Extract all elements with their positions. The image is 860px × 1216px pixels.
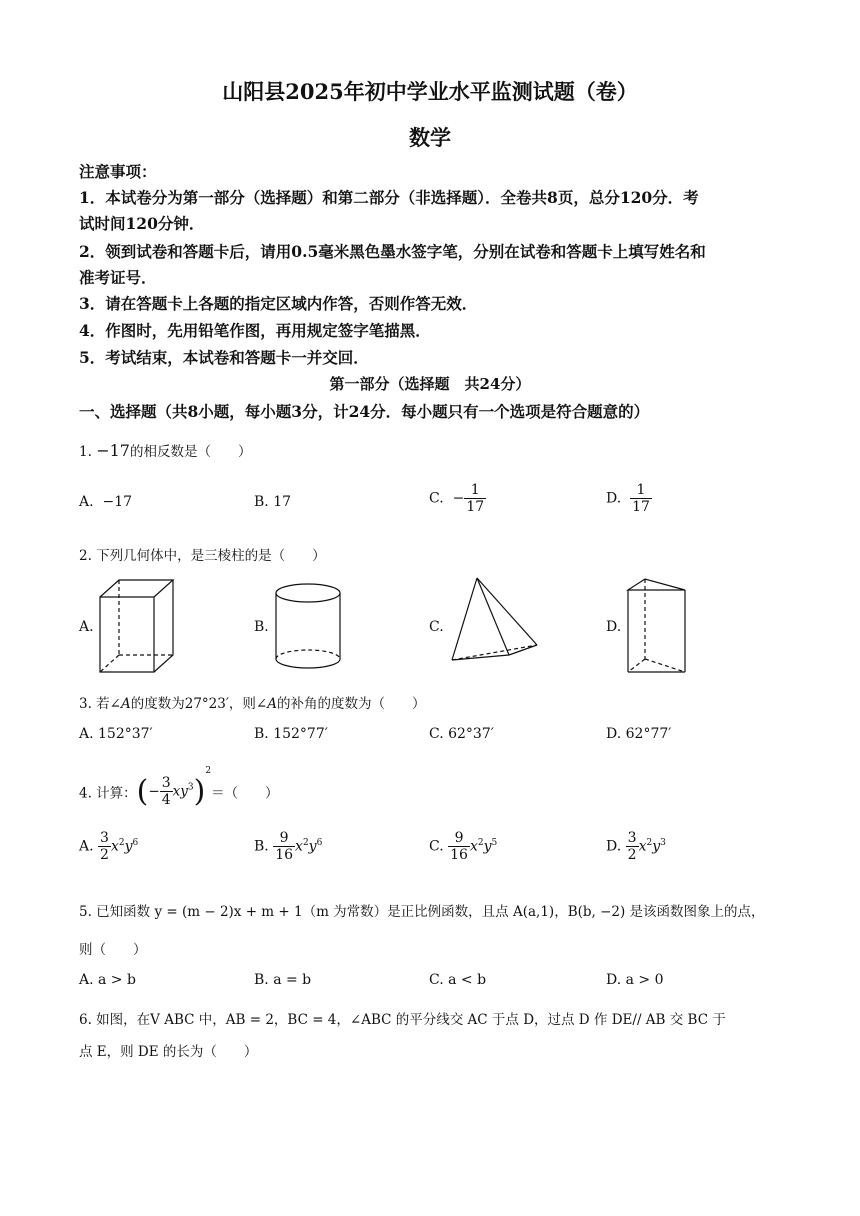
option-label: D.	[606, 490, 622, 507]
question-5: 5. 已知函数 y = (m − 2)x + m + 1（m 为常数）是正比例函数，且点 A(a,1)，B(b, −2) 是该函数图象上的点，	[79, 904, 765, 920]
note-line: 1．本试卷分为第一部分（选择题）和第二部分（非选择题）．全卷共8页，总分120分．考	[79, 188, 699, 207]
question-5-cont: 则（ ）	[79, 942, 147, 958]
option-d[interactable]: D. a > 0	[606, 972, 664, 988]
pyramid-icon	[447, 575, 541, 665]
option-b[interactable]: B. 17	[254, 494, 292, 510]
option-d[interactable]: D. 62°77′	[606, 726, 672, 742]
note-line: 试时间120分钟．	[79, 214, 205, 233]
question-2: 2. 下列几何体中，是三棱柱的是（ ）	[79, 548, 326, 564]
option-value: −17	[102, 494, 133, 510]
cylinder-icon	[272, 581, 344, 673]
fraction: $\frac{1}{17}$	[466, 482, 485, 516]
option-d[interactable]: D. $\frac{3}{2}$ $x^2y^3$	[606, 830, 666, 864]
option-a[interactable]: A. $\frac{3}{2}$ $x^2y^6$	[79, 830, 139, 864]
section-heading: 一、选择题（共8小题，每小题3分，计24分．每小题只有一个选项是符合题意的）	[79, 402, 650, 421]
question-1	[79, 440, 251, 460]
option-c[interactable]: C. $\frac{9}{16}$ $x^2y^5$	[429, 830, 498, 864]
subject-title: 数学	[409, 125, 451, 150]
question-stem: 的相反数是（ ）	[129, 444, 252, 460]
option-c[interactable]: C. a < b	[429, 972, 487, 988]
note-line: 3．请在答题卡上各题的指定区域内作答，否则作答无效．	[79, 294, 478, 313]
cube-icon	[97, 577, 177, 675]
option-c[interactable]	[429, 482, 486, 515]
option-label: C.	[429, 490, 444, 507]
math-expression: −17	[96, 441, 130, 460]
notes-heading: 注意事项：	[79, 162, 157, 181]
option-b[interactable]: B. $\frac{9}{16}$ $x^2y^6$	[254, 830, 323, 864]
option-c[interactable]: C. 62°37′	[429, 726, 494, 742]
note-line: 2．领到试卷和答题卡后，请用0.5毫米黑色墨水签字笔，分别在试卷和答题卡上填写姓名和	[79, 242, 706, 261]
exam-title: 山阳县2025年初中学业水平监测试题（卷）	[222, 79, 638, 104]
note-line: 4．作图时，先用铅笔作图，再用规定签字笔描黑．	[79, 321, 431, 340]
option-b[interactable]: B. 152°77′	[254, 726, 328, 742]
option-d[interactable]: D.	[606, 619, 622, 635]
note-line: 准考证号．	[79, 268, 157, 287]
option-a[interactable]: A. a > b	[79, 972, 136, 988]
question-6: 6. 如图，在V ABC 中，AB = 2，BC = 4，∠ABC 的平分线交 AC 于点 D，过点 D 作 DE// AB 交 BC 于	[79, 1012, 726, 1028]
note-line: 5．考试结束，本试卷和答题卡一并交回．	[79, 348, 369, 367]
option-d[interactable]	[606, 482, 652, 515]
option-a[interactable]: A.	[79, 619, 94, 635]
option-a[interactable]: A. 152°37′	[79, 726, 153, 742]
option-label: A.	[79, 494, 94, 510]
question-4: 4. 计算：(− $\frac{3}{4}$ $xy^3)^2=$（ ）	[79, 766, 279, 809]
option-b[interactable]: B.	[254, 619, 269, 635]
question-6-cont: 点 E，则 DE 的长为（ ）	[79, 1044, 258, 1060]
question-3: 3. 若∠A的度数为27°23′，则∠A的补角的度数为（ ）	[79, 696, 426, 712]
minus-sign: −	[452, 490, 465, 507]
part1-heading: 第一部分（选择题 共24分）	[329, 375, 531, 393]
fraction: $\frac{1}{17}$	[632, 482, 650, 516]
option-a[interactable]	[79, 494, 132, 510]
option-b[interactable]: B. a = b	[254, 972, 312, 988]
question-number: 1.	[79, 444, 92, 460]
triangular-prism-icon	[624, 576, 690, 676]
option-c[interactable]: C.	[429, 619, 444, 635]
